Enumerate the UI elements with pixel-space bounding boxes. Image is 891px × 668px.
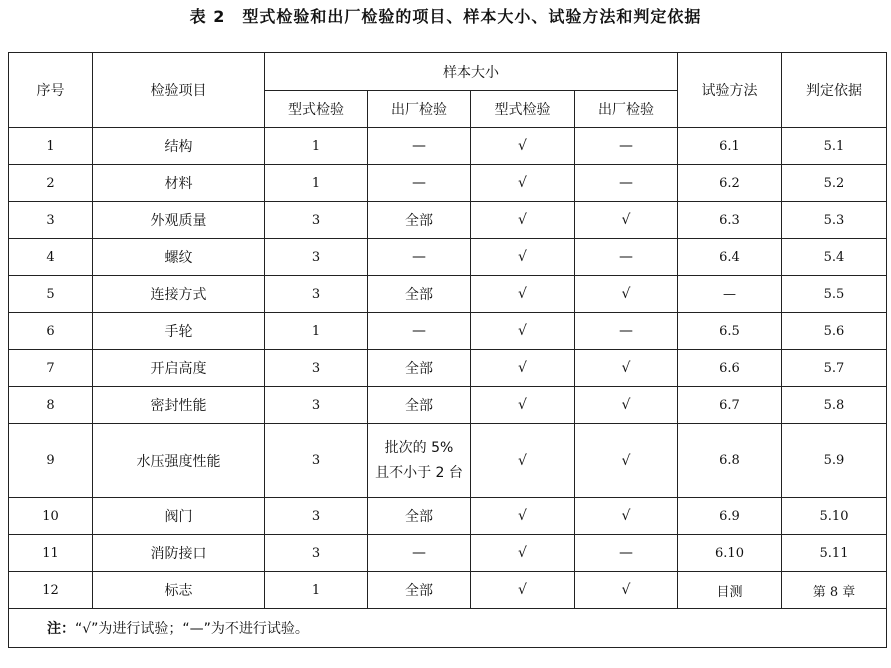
cell-factory-mark: √ [575,572,678,609]
table-row [9,202,887,239]
cell-type-sample: 3 [265,535,368,572]
cell-type-sample: 1 [265,165,368,202]
cell-item: 水压强度性能 [93,424,265,498]
cell-seq: 7 [9,350,93,387]
header-item: 检验项目 [93,53,265,128]
inspection-table [8,52,887,648]
cell-type-mark: √ [471,350,575,387]
cell-type-mark: √ [471,387,575,424]
cell-basis: 5.5 [782,276,887,313]
cell-basis: 5.7 [782,350,887,387]
cell-item: 螺纹 [93,239,265,276]
cell-seq: 1 [9,128,93,165]
cell-line: 批次的 5% [384,439,454,456]
cell-factory-sample: — [368,535,471,572]
table-row [9,572,887,609]
cell-basis: 5.10 [782,498,887,535]
cell-method: 6.5 [678,313,782,350]
cell-factory-sample: 全部 [368,202,471,239]
header-sample-size: 样本大小 [265,53,678,91]
cell-factory-sample: 全部 [368,572,471,609]
cell-method: 6.1 [678,128,782,165]
cell-item: 开启高度 [93,350,265,387]
cell-factory-sample: 全部 [368,387,471,424]
cell-seq: 2 [9,165,93,202]
cell-type-sample: 3 [265,387,368,424]
cell-type-sample: 3 [265,498,368,535]
cell-type-mark: √ [471,276,575,313]
header-type-test-2: 型式检验 [471,91,575,128]
cell-seq: 9 [9,424,93,498]
cell-type-sample: 3 [265,276,368,313]
cell-method: 6.9 [678,498,782,535]
cell-type-sample: 3 [265,350,368,387]
cell-line: 且不小于 2 台 [375,464,463,481]
cell-basis: 5.6 [782,313,887,350]
cell-method: 6.10 [678,535,782,572]
table-row [9,165,887,202]
cell-seq: 3 [9,202,93,239]
cell-type-mark: √ [471,424,575,498]
table-row [9,128,887,165]
header-seq: 序号 [9,53,93,128]
header-factory-test: 出厂检验 [368,91,471,128]
cell-basis: 5.4 [782,239,887,276]
table-note [9,609,887,648]
table-row [9,424,887,498]
table-row [9,350,887,387]
cell-type-sample: 1 [265,313,368,350]
cell-factory-mark: √ [575,387,678,424]
header-method: 试验方法 [678,53,782,128]
cell-factory-sample: — [368,128,471,165]
cell-type-sample: 3 [265,202,368,239]
table-row [9,387,887,424]
cell-method: 6.8 [678,424,782,498]
cell-item: 手轮 [93,313,265,350]
cell-type-sample: 3 [265,424,368,498]
cell-method: 6.3 [678,202,782,239]
cell-item: 材料 [93,165,265,202]
header-type-test: 型式检验 [265,91,368,128]
cell-type-mark: √ [471,498,575,535]
cell-method: 目测 [678,572,782,609]
table-caption: 表 2 型式检验和出厂检验的项目、样本大小、试验方法和判定依据 [189,7,702,26]
cell-factory-mark: √ [575,498,678,535]
cell-factory-mark: — [575,239,678,276]
table-row [9,313,887,350]
cell-type-sample: 1 [265,572,368,609]
cell-factory-mark: √ [575,350,678,387]
table-row [9,239,887,276]
cell-factory-sample: — [368,239,471,276]
cell-factory-mark: √ [575,202,678,239]
cell-basis: 5.9 [782,424,887,498]
cell-factory-sample: 全部 [368,350,471,387]
cell-method: 6.7 [678,387,782,424]
note-label: 注： [47,621,75,637]
cell-type-mark: √ [471,572,575,609]
cell-type-sample: 3 [265,239,368,276]
cell-type-mark: √ [471,202,575,239]
cell-factory-sample: — [368,165,471,202]
cell-method: — [678,276,782,313]
cell-type-mark: √ [471,535,575,572]
cell-basis: 5.1 [782,128,887,165]
table-row [9,498,887,535]
cell-factory-sample: 全部 [368,276,471,313]
cell-item: 连接方式 [93,276,265,313]
cell-factory-mark: — [575,128,678,165]
cell-item: 消防接口 [93,535,265,572]
cell-method: 6.4 [678,239,782,276]
cell-type-sample: 1 [265,128,368,165]
cell-factory-sample: — [368,313,471,350]
cell-factory-mark: — [575,535,678,572]
cell-factory-mark: √ [575,276,678,313]
cell-basis: 5.8 [782,387,887,424]
cell-type-mark: √ [471,128,575,165]
table-body [9,128,887,609]
cell-basis: 5.11 [782,535,887,572]
cell-seq: 4 [9,239,93,276]
cell-factory-mark: √ [575,424,678,498]
cell-method: 6.2 [678,165,782,202]
cell-basis: 5.2 [782,165,887,202]
cell-type-mark: √ [471,313,575,350]
cell-item: 标志 [93,572,265,609]
cell-seq: 8 [9,387,93,424]
cell-seq: 10 [9,498,93,535]
cell-seq: 11 [9,535,93,572]
cell-basis: 5.3 [782,202,887,239]
cell-basis: 第 8 章 [782,572,887,609]
cell-item: 结构 [93,128,265,165]
cell-factory-mark: — [575,165,678,202]
note-text: “√”为进行试验；“—”为不进行试验。 [75,621,309,637]
cell-factory-sample [368,424,471,498]
cell-type-mark: √ [471,165,575,202]
cell-seq: 12 [9,572,93,609]
table-row [9,276,887,313]
cell-seq: 6 [9,313,93,350]
table-row [9,535,887,572]
header-factory-test-2: 出厂检验 [575,91,678,128]
cell-item: 密封性能 [93,387,265,424]
cell-seq: 5 [9,276,93,313]
header-basis: 判定依据 [782,53,887,128]
cell-factory-mark: — [575,313,678,350]
cell-item: 阀门 [93,498,265,535]
cell-factory-sample: 全部 [368,498,471,535]
cell-method: 6.6 [678,350,782,387]
cell-item: 外观质量 [93,202,265,239]
cell-type-mark: √ [471,239,575,276]
